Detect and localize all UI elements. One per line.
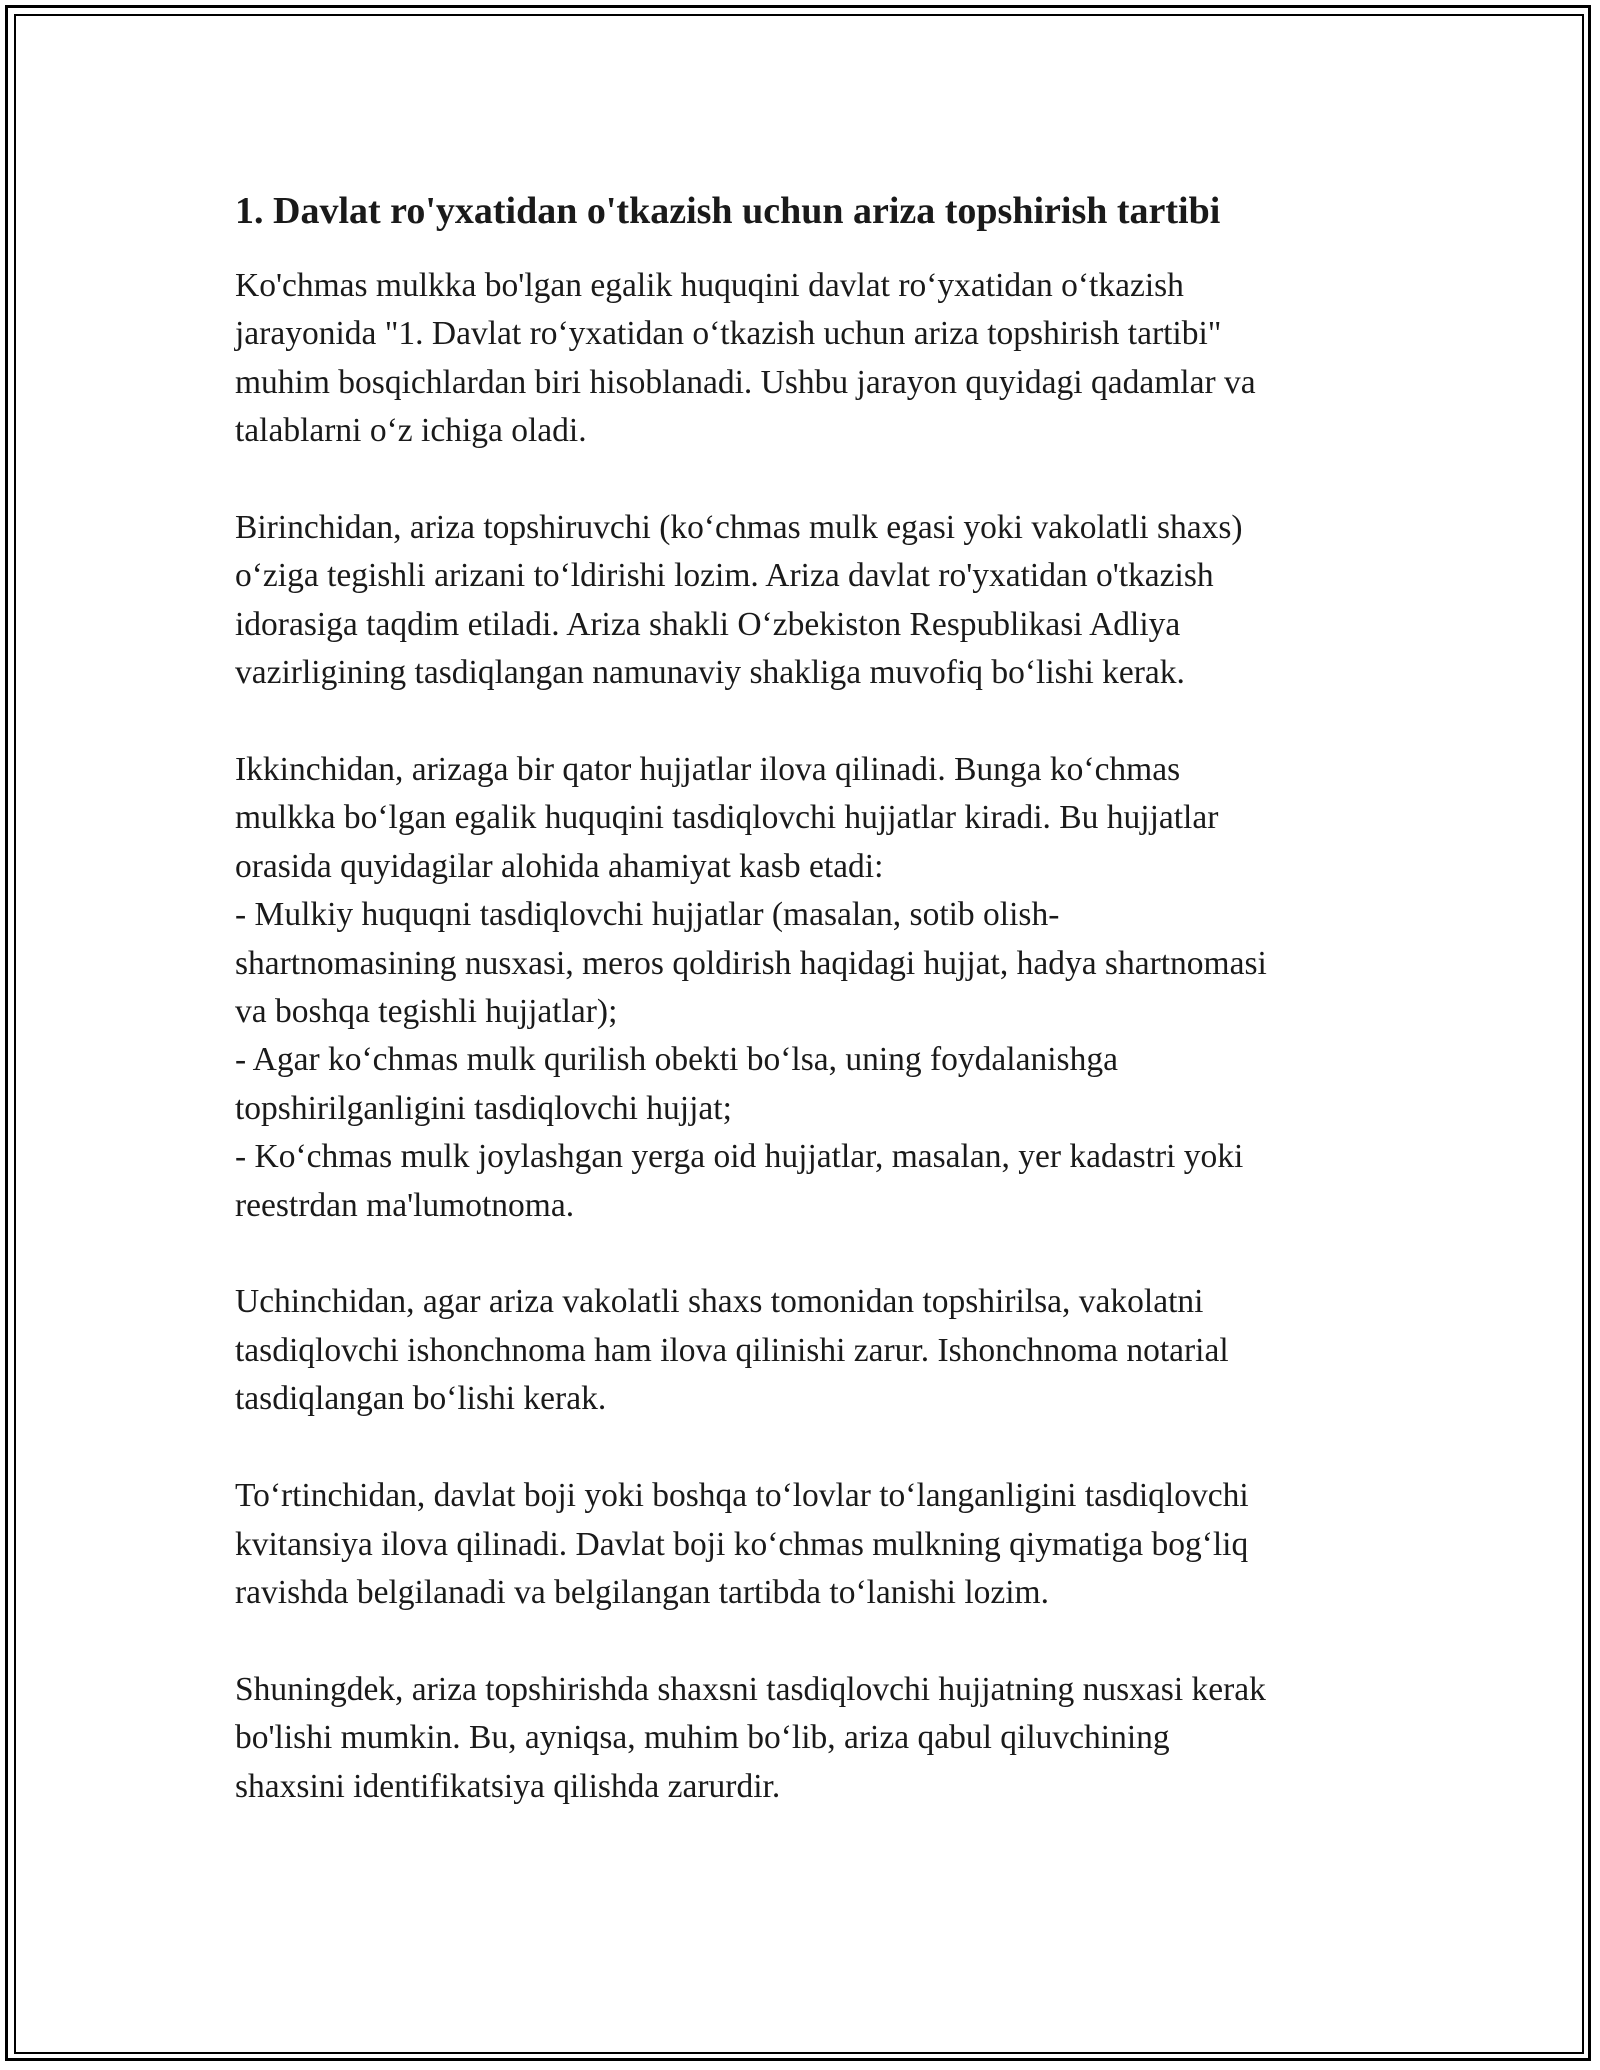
text-line: Uchinchidan, agar ariza vakolatli shaxs tomonidan topshirilsa, vakolatni xyxy=(235,1283,1204,1321)
text-line: Ko'chmas mulkka bo'lgan egalik huquqini davlat ro‘yxatidan o‘tkazish xyxy=(235,267,1184,304)
text-line: Ikkinchidan, arizaga bir qator hujjatlar ilova qilinadi. Bunga ko‘chmas xyxy=(235,751,1181,789)
paragraph-additional xyxy=(235,1666,1375,1811)
text-line: orasida quyidagilar alohida ahamiyat kasb etadi: xyxy=(235,847,884,885)
text-line: vazirligining tasdiqlangan namunaviy shakliga muvofiq bo‘lishi kerak. xyxy=(235,654,1185,692)
paragraph-first-step xyxy=(235,504,1375,698)
document-title: 1. Davlat ro'yxatidan o'tkazish uchun ariza topshirish tartibi xyxy=(235,190,1221,232)
list-item-line: - Ko‘chmas mulk joylashgan yerga oid hujjatlar, masalan, yer kadastri yoki xyxy=(235,1138,1244,1176)
list-item-line: - Agar ko‘chmas mulk qurilish obekti bo‘lsa, uning foydalanishga xyxy=(235,1041,1118,1079)
paragraph-third-step xyxy=(235,1278,1375,1423)
text-line: idorasiga taqdim etiladi. Ariza shakli O‘zbekiston Respublikasi Adliya xyxy=(235,605,1181,643)
list-item-line: topshirilganligini tasdiqlovchi hujjat; xyxy=(235,1089,732,1127)
text-line: bo'lishi mumkin. Bu, ayniqsa, muhim bo‘lib, ariza qabul qiluvchining xyxy=(235,1719,1170,1757)
list-item-line: reestrdan ma'lumotnoma. xyxy=(235,1186,575,1224)
text-line: kvitansiya ilova qilinadi. Davlat boji ko‘chmas mulkning qiymatiga bog‘liq xyxy=(235,1525,1249,1563)
text-line: mulkka bo‘lgan egalik huquqini tasdiqlovchi hujjatlar kiradi. Bu hujjatlar xyxy=(235,799,1219,837)
list-item-line: - Mulkiy huquqni tasdiqlovchi hujjatlar (masalan, sotib olish- xyxy=(235,896,1060,934)
document-page xyxy=(235,186,1375,1859)
list-item-line: va boshqa tegishli hujjatlar); xyxy=(235,993,618,1031)
text-line: tasdiqlovchi ishonchnoma ham ilova qilinishi zarur. Ishonchnoma notarial xyxy=(235,1331,1229,1369)
text-line: jarayonida "1. Davlat ro‘yxatidan o‘tkazish uchun ariza topshirish tartibi" xyxy=(235,315,1222,353)
text-line: tasdiqlangan bo‘lishi kerak. xyxy=(235,1380,607,1418)
text-line: muhim bosqichlardan biri hisoblanadi. Ushbu jarayon quyidagi qadamlar va xyxy=(235,363,1256,401)
paragraph-intro xyxy=(235,262,1375,456)
paragraph-fourth-step xyxy=(235,1472,1375,1617)
paragraph-second-step xyxy=(235,746,1375,1230)
text-line: ravishda belgilanadi va belgilangan tartibda to‘lanishi lozim. xyxy=(235,1573,1049,1611)
text-line: Birinchidan, ariza topshiruvchi (ko‘chmas mulk egasi yoki vakolatli shaxs) xyxy=(235,509,1243,547)
list-item-line: shartnomasining nusxasi, meros qoldirish haqidagi hujjat, hadya shartnomasi xyxy=(235,944,1267,982)
text-line: shaxsini identifikatsiya qilishda zarurdir. xyxy=(235,1767,781,1805)
text-line: talablarni o‘z ichiga oladi. xyxy=(235,412,587,450)
text-line: Shuningdek, ariza topshirishda shaxsni tasdiqlovchi hujjatning nusxasi kerak xyxy=(235,1670,1266,1708)
text-line: To‘rtinchidan, davlat boji yoki boshqa to‘lovlar to‘langanligini tasdiqlovchi xyxy=(235,1477,1249,1515)
text-line: o‘ziga tegishli arizani to‘ldirishi lozim. Ariza davlat ro'yxatidan o'tkazish xyxy=(235,557,1214,595)
